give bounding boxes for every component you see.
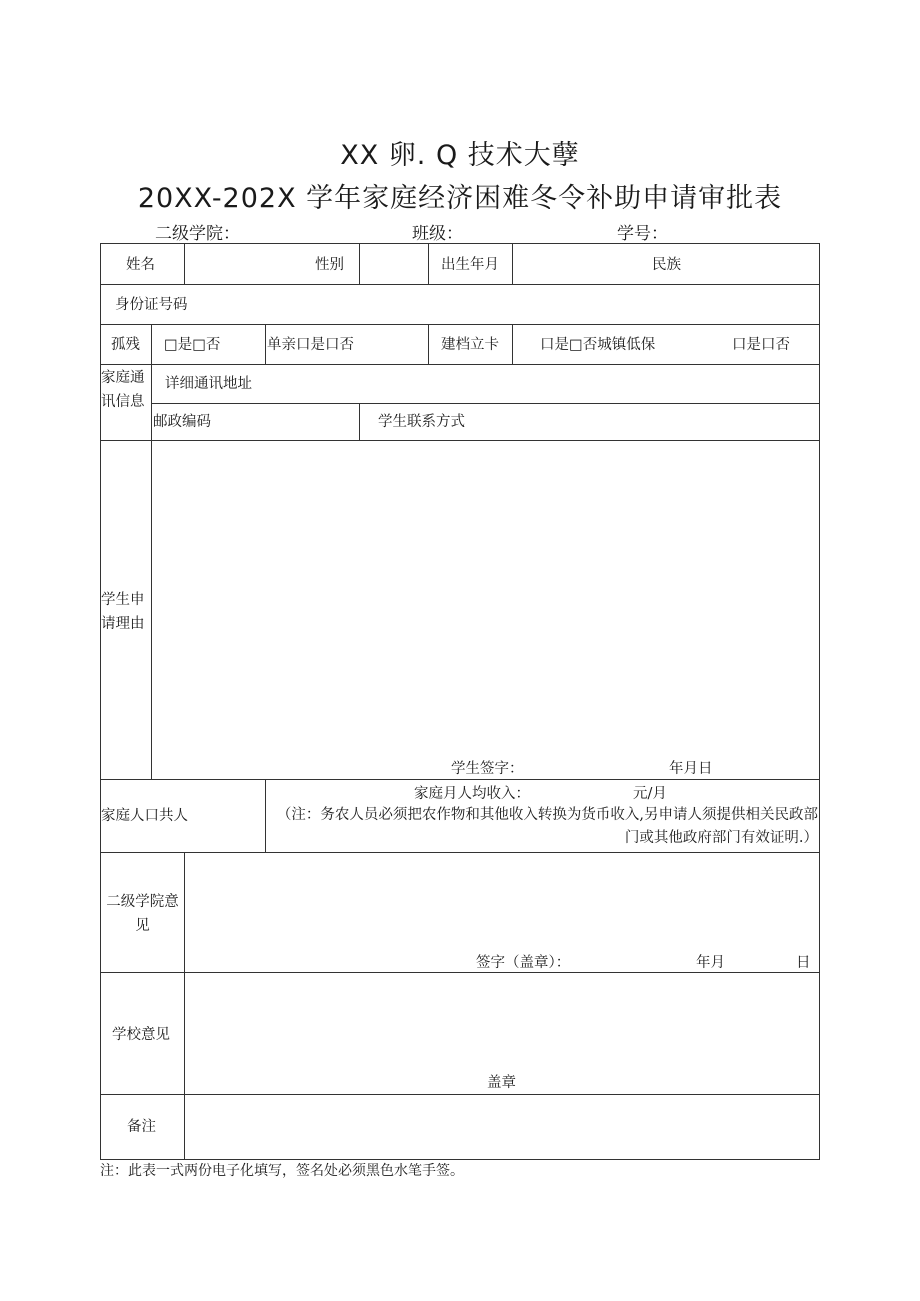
footer-note: 注：此表一式两份电子化填写，签名处必须黑色水笔手签。 — [100, 1163, 464, 1179]
orphan-checkbox[interactable]: □是□否 — [164, 337, 221, 353]
low-income-checkbox[interactable]: 口是口否 — [732, 337, 790, 353]
col-divider — [512, 243, 513, 284]
row-divider — [100, 779, 820, 780]
phone-label: 学生联系方式 — [378, 414, 465, 430]
poverty-file-label: 建档立卡 — [441, 337, 499, 353]
income-note: （注：务农人员必须把农作物和其他收入转换为货币收入,另申请人须提供相关民政部门或其他政府部门有效证明.） — [276, 807, 818, 846]
gender-label: 性别 — [315, 257, 344, 273]
postcode-label: 邮政编码 — [153, 414, 211, 430]
col-divider — [359, 403, 360, 440]
col-divider — [265, 779, 266, 852]
col-divider — [512, 324, 513, 364]
row-divider — [151, 403, 820, 404]
row-divider — [100, 440, 820, 441]
row-divider — [100, 284, 820, 285]
student-date-label: 年月日 — [669, 761, 713, 777]
college-date-day: 日 — [796, 955, 811, 971]
poverty-file-checkbox[interactable]: 口是□否城镇低保 — [540, 337, 656, 353]
col-divider — [151, 324, 152, 364]
title-school-name: XX 卵. Q 技术大孽 — [340, 140, 580, 171]
col-divider — [428, 243, 429, 284]
reason-label: 学生申请理由 — [101, 592, 145, 632]
col-divider — [184, 852, 185, 1160]
col-divider — [184, 243, 185, 284]
row-divider — [100, 324, 820, 325]
col-divider — [151, 364, 152, 779]
contact-group-label: 家庭通讯信息 — [101, 370, 145, 410]
id-number-label: 身份证号码 — [115, 297, 188, 313]
monthly-income-label: 家庭月人均收入： — [414, 786, 530, 802]
remarks-label: 备注 — [127, 1119, 156, 1135]
name-label: 姓名 — [126, 257, 155, 273]
class-label: 班级： — [412, 224, 463, 244]
income-unit: 元/月 — [633, 786, 667, 802]
college-opinion-label: 二级学院意见 — [106, 894, 179, 934]
college-label: 二级学院： — [155, 224, 240, 244]
family-size-label: 家庭人口共人 — [101, 808, 188, 824]
orphan-label: 孤残 — [111, 337, 140, 353]
row-divider — [100, 972, 820, 973]
student-id-label: 学号： — [617, 224, 668, 244]
row-divider — [100, 852, 820, 853]
college-signature-label: 签字（盖章）： — [476, 955, 571, 971]
address-label: 详细通讯地址 — [165, 376, 252, 392]
ethnicity-label: 民族 — [652, 257, 681, 273]
single-parent-checkbox[interactable]: 单亲口是口否 — [267, 337, 354, 353]
row-divider — [100, 1094, 820, 1095]
col-divider — [265, 324, 266, 364]
col-divider — [428, 324, 429, 364]
birth-label: 出生年月 — [441, 257, 499, 273]
school-seal-label: 盖章 — [487, 1075, 516, 1091]
title-form-name: 20XX-202X 学年家庭经济困难冬令补助申请审批表 — [137, 183, 783, 214]
school-opinion-label: 学校意见 — [112, 1027, 170, 1043]
col-divider — [359, 243, 360, 284]
row-divider — [100, 364, 820, 365]
student-signature-label: 学生签字： — [451, 761, 524, 777]
college-date-month: 年月 — [696, 955, 725, 971]
